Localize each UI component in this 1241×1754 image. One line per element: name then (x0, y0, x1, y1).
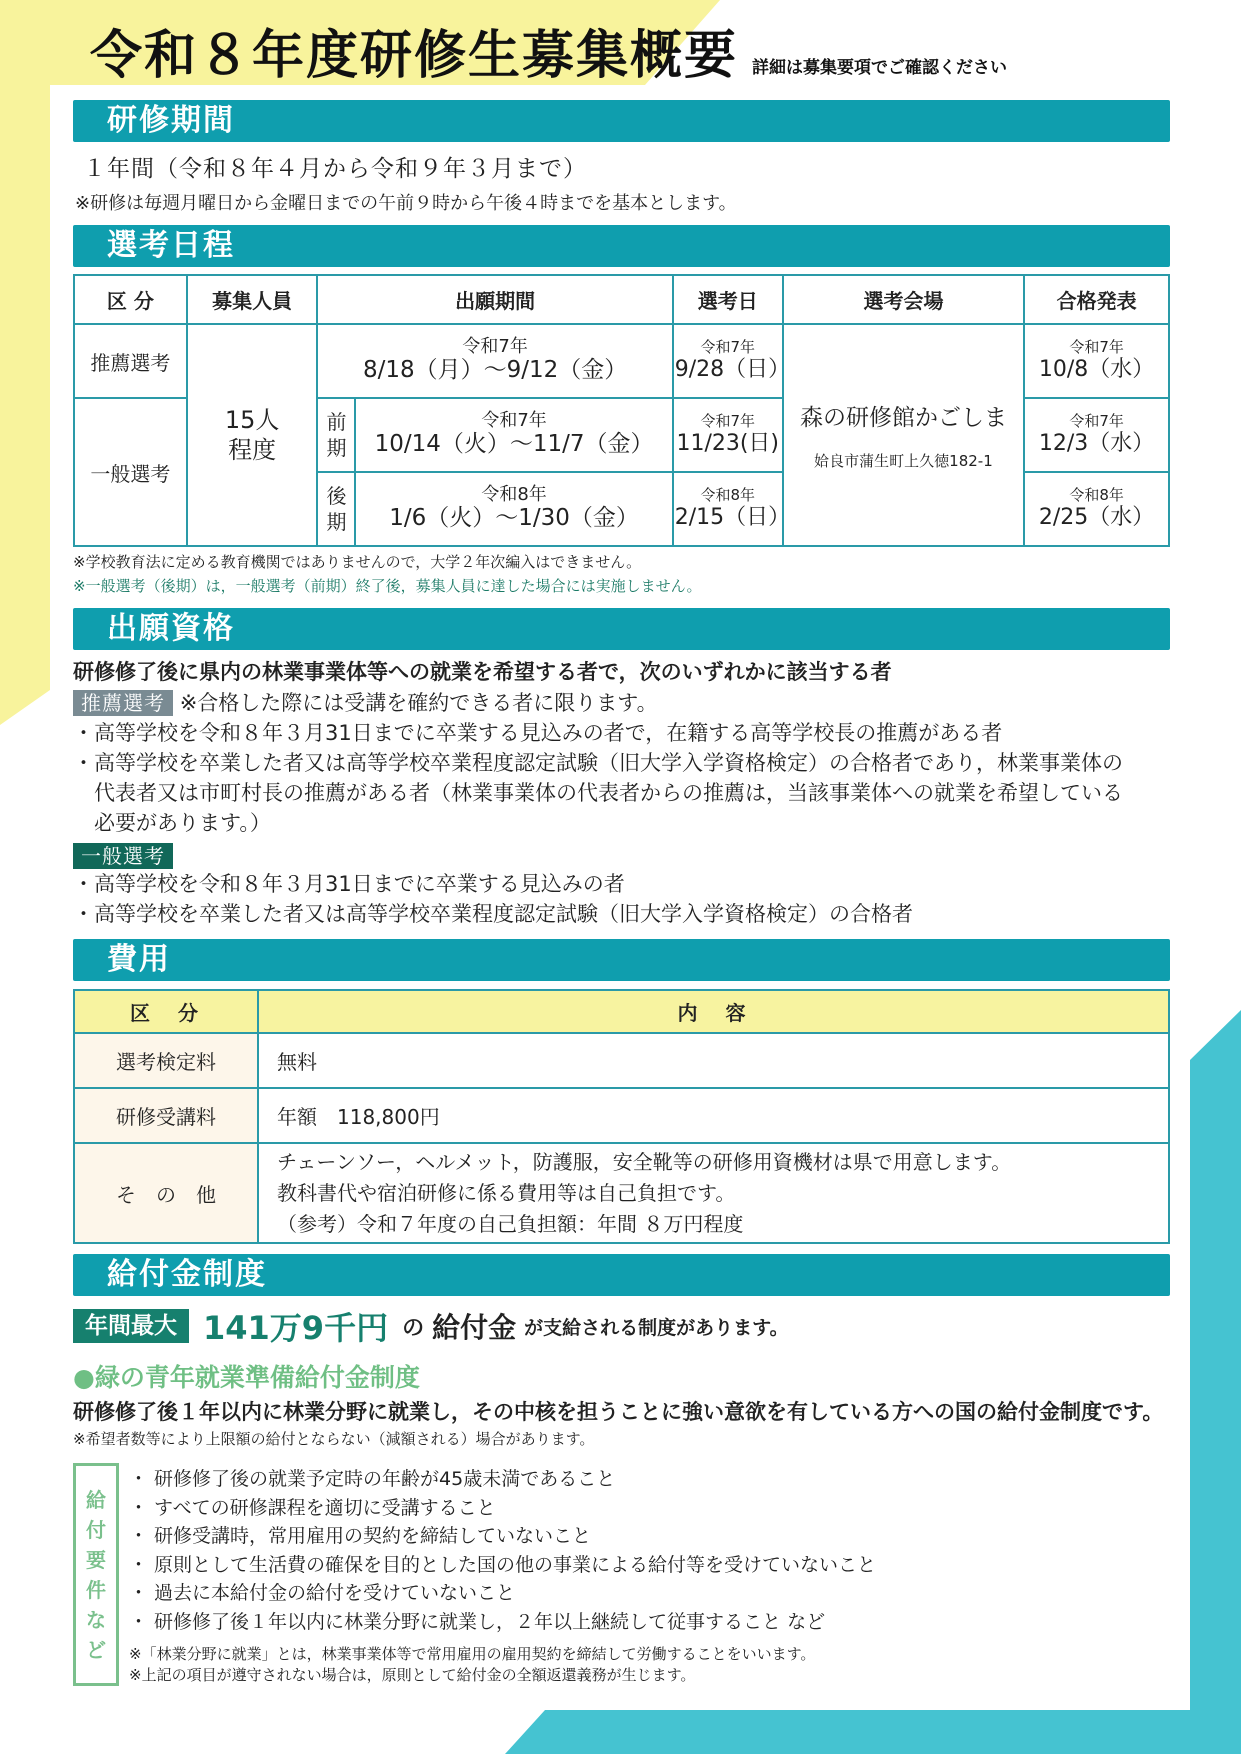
max-tag: 年間最大 (73, 1309, 189, 1343)
cost-line: チェーンソー，ヘルメット，防護服，安全靴等の研修用資機材は県で用意します。 (277, 1149, 1012, 1174)
cost-value (258, 1143, 1169, 1243)
list-item: ・ 研修修了後１年以内に林業分野に就業し，２年以上継続して従事すること など (129, 1610, 826, 1633)
max-text: が支給される制度があります。 (524, 1316, 789, 1339)
schedule-note: ※一般選考（後期）は，一般選考（前期）終了後，募集人員に達した場合には実施しません。 (73, 577, 702, 595)
section-heading-period: 研修期間 (73, 100, 1170, 142)
table-header-row (74, 275, 1169, 324)
label-char: な (86, 1607, 106, 1632)
capacity-cell (187, 324, 318, 546)
list-item: ・高等学校を令和８年３月31日までに卒業する見込みの者 (73, 872, 625, 896)
period-text: １年間（令和８年４月から令和９年３月まで） (83, 156, 587, 182)
era-label: 令和7年 (1069, 338, 1124, 356)
header-cell: 募集人員 (187, 275, 318, 324)
row-label-general: 一般選考 (74, 398, 187, 546)
cost-table (73, 989, 1170, 1244)
schedule-note: ※学校教育法に定める教育機関ではありませんので，大学２年次編入はできません。 (73, 553, 642, 571)
term-char: 後 (326, 484, 347, 508)
recommend-note: ※合格した際には受講を確約できる者に限ります。 (179, 691, 658, 715)
exam-date: 2/15（日） (674, 505, 791, 530)
header-cell: 合格発表 (1024, 275, 1169, 324)
requirements-label (73, 1463, 119, 1686)
row-label-recommend: 推薦選考 (74, 324, 187, 398)
result-cell (1024, 398, 1169, 472)
date-range: 8/18（月）～9/12（金） (362, 357, 628, 383)
result-date: 10/8（水） (1038, 357, 1155, 382)
term-char: 期 (326, 510, 347, 534)
exam-date: 11/23(日) (676, 431, 780, 456)
cost-label: そ の 他 (74, 1143, 258, 1243)
table-header-row (74, 990, 1169, 1033)
result-cell (1024, 472, 1169, 546)
section-heading-cost: 費用 (73, 939, 1170, 981)
result-cell (1024, 324, 1169, 398)
header-cell: 区 分 (74, 275, 187, 324)
exam-cell (673, 398, 783, 472)
header (90, 16, 1007, 86)
schedule-table (73, 274, 1170, 547)
list-item: ・ 研修受講時，常用雇用の契約を締結していないこと (129, 1525, 592, 1547)
period-cell (355, 398, 672, 472)
general-tag-row (73, 843, 1170, 869)
era-label: 令和7年 (1069, 412, 1124, 430)
section-heading-benefit: 給付金制度 (73, 1254, 1170, 1296)
list-item: 必要があります。） (73, 811, 271, 835)
requirements-note: ※「林業分野に就業」とは，林業事業体等で常用雇用の雇用契約を締結して労働することをいいます。 (129, 1645, 816, 1663)
cost-value: 無料 (258, 1033, 1169, 1088)
period-note: ※研修は毎週月曜日から金曜日までの午前９時から午後４時までを基本とします。 (75, 193, 737, 214)
list-item: ・高等学校を卒業した者又は高等学校卒業程度認定試験（旧大学入学資格検定）の合格者 (73, 902, 913, 926)
list-item: 代表者又は市町村長の推薦がある者（林業事業体の代表者からの推薦は，当該事業体への就業を希望している (73, 781, 1123, 805)
date-range: 10/14（火）～11/7（金） (374, 431, 654, 457)
list-item: ・高等学校を卒業した者又は高等学校卒業程度認定試験（旧大学入学資格検定）の合格者であり，林業事業体の (73, 751, 1123, 775)
general-tag: 一般選考 (73, 843, 173, 869)
list-item: ・高等学校を令和８年３月31日までに卒業する見込みの者で，在籍する高等学校長の推薦がある者 (73, 721, 1003, 745)
page-subtitle: 詳細は募集要項でご確認ください (752, 58, 1008, 78)
list-item: ・ 研修修了後の就業予定時の年齢が45歳未満であること (129, 1468, 616, 1490)
max-text: 給付金 (432, 1311, 517, 1344)
content (73, 100, 1170, 1686)
label-char: 給 (86, 1487, 106, 1512)
cost-line: 教科書代や宿泊研修に係る費用等は自己負担です。 (277, 1180, 736, 1205)
program-note: ※希望者数等により上限額の給付とならない（減額される）場合があります。 (73, 1430, 595, 1448)
requirements-list (116, 1463, 876, 1686)
label-char: 件 (86, 1577, 106, 1602)
result-date: 2/25（水） (1038, 505, 1155, 530)
eligibility-lead: 研修修了後に県内の林業事業体等への就業を希望する者で，次のいずれかに該当する者 (73, 660, 892, 684)
venue-name: 森の研修館かごしま (799, 405, 1007, 431)
exam-cell (673, 324, 791, 398)
cost-value: 年額 118,800円 (258, 1088, 1169, 1143)
era-label: 令和7年 (700, 412, 756, 430)
section-heading-schedule: 選考日程 (73, 225, 1170, 267)
era-label: 令和8年 (1069, 486, 1124, 504)
requirements-note: ※上記の項目が遵守されない場合は，原則として給付金の全額返還義務が生じます。 (129, 1666, 696, 1684)
result-date: 12/3（水） (1038, 431, 1155, 456)
exam-date: 9/28（日） (674, 357, 791, 382)
header-cell: 出願期間 (317, 275, 672, 324)
label-char: 付 (86, 1517, 106, 1542)
recommend-tag: 推薦選考 (73, 690, 173, 716)
max-text: の (402, 1315, 425, 1341)
era-label: 令和7年 (481, 410, 547, 431)
venue-cell (783, 324, 1024, 546)
label-char: 要 (86, 1547, 106, 1572)
requirements-box (73, 1463, 1170, 1686)
header-cell: 区 分 (74, 990, 258, 1033)
label-char: ど (86, 1637, 106, 1662)
term-label-early (317, 398, 355, 472)
cost-label: 選考検定料 (74, 1033, 258, 1088)
header-cell: 選考日 (673, 275, 783, 324)
cost-label: 研修受講料 (74, 1088, 258, 1143)
header-cell: 選考会場 (783, 275, 1024, 324)
era-label: 令和8年 (481, 484, 547, 505)
era-label: 令和7年 (462, 336, 528, 357)
program-description: 研修修了後１年以内に林業分野に就業し，その中核を担うことに強い意欲を有している方への国の給付金制度です。 (73, 1400, 1164, 1424)
list-item: ・ すべての研修課程を適切に受講すること (129, 1496, 496, 1519)
max-amount: 141万9千円 (203, 1309, 389, 1347)
page-title: 令和８年度研修生募集概要 (90, 26, 739, 86)
table-row (74, 1143, 1169, 1243)
benefit-max-row (73, 1306, 1170, 1346)
era-label: 令和7年 (700, 338, 756, 356)
capacity-number: 15人 (224, 406, 280, 434)
term-char: 期 (326, 436, 347, 460)
program-name: ●緑の青年就業準備給付金制度 (73, 1363, 420, 1392)
term-label-late (317, 472, 355, 546)
venue-address: 姶良市蒲生町上久徳182-1 (814, 452, 993, 470)
era-label: 令和8年 (700, 486, 756, 504)
recommend-tag-row (73, 688, 1170, 718)
list-item: ・ 原則として生活費の確保を目的とした国の他の事業による給付等を受けていないこと (129, 1553, 877, 1576)
cost-line: （参考）令和７年度の自己負担額：年間 ８万円程度 (277, 1211, 744, 1236)
period-cell (355, 472, 672, 546)
period-cell (317, 324, 672, 398)
term-char: 前 (326, 410, 347, 434)
exam-cell (673, 472, 791, 546)
list-item: ・ 過去に本給付金の給付を受けていないこと (129, 1582, 516, 1604)
table-row (74, 1033, 1169, 1088)
capacity-suffix: 程度 (228, 436, 277, 464)
table-row (74, 324, 1169, 398)
section-heading-eligibility: 出願資格 (73, 608, 1170, 650)
table-row (74, 1088, 1169, 1143)
header-cell: 内 容 (258, 990, 1169, 1033)
date-range: 1/6（火）～1/30（金） (389, 505, 639, 531)
